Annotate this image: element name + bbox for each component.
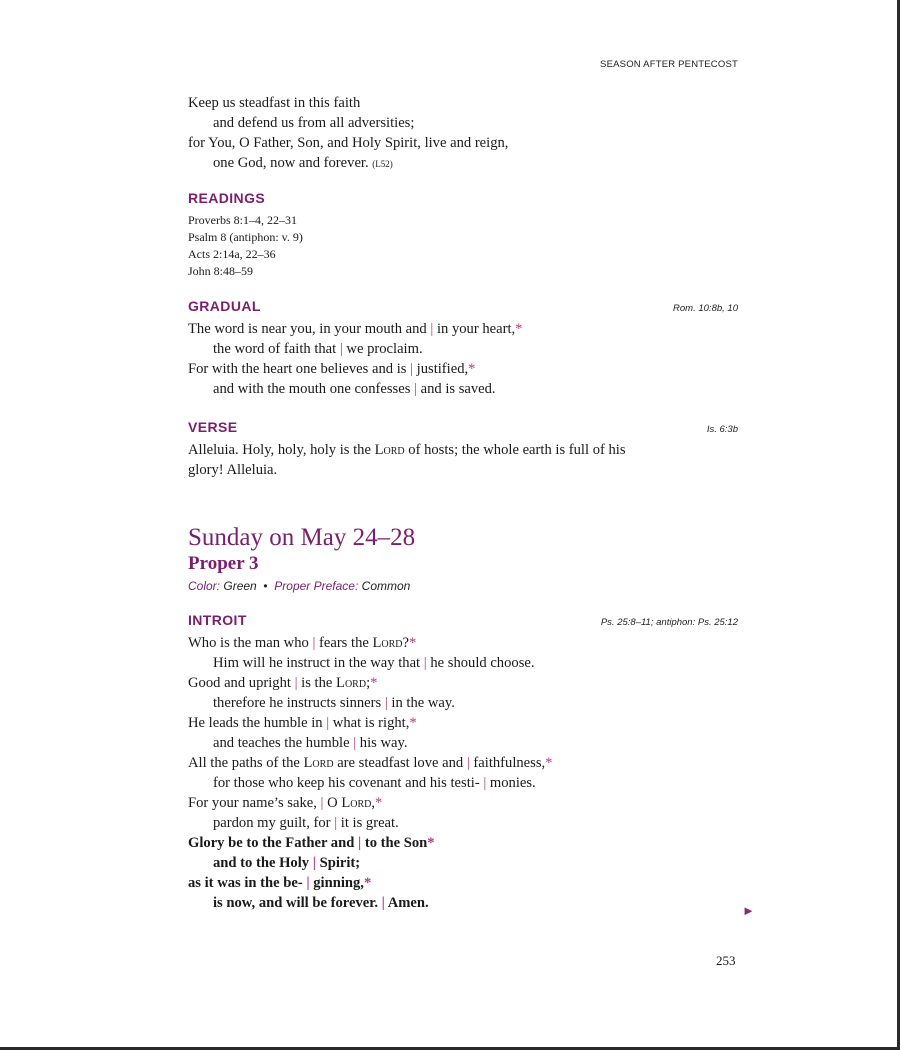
collect-line: and defend us from all adversities; [213, 115, 415, 131]
introit-line: Good and upright | is the Lord;* [188, 675, 378, 691]
continue-arrow-icon: ► [742, 903, 755, 918]
verse-heading-text: VERSE [188, 419, 238, 435]
reading-item: Acts 2:14a, 22–36 [188, 247, 276, 261]
preface-value: Common [361, 579, 411, 593]
introit-citation: Ps. 25:8–11; antiphon: Ps. 25:12 [600, 617, 738, 628]
gradual-heading-text: GRADUAL [188, 298, 261, 314]
page-number: 253 [716, 953, 736, 968]
gradual-section [188, 298, 738, 399]
verse-line: Alleluia. Holy, holy, holy is the Lord of hosts; the whole earth is full of his [188, 442, 626, 458]
verse-line: glory! Alleluia. [188, 462, 278, 478]
collect-ref: (L52) [372, 159, 393, 169]
gloria-patri-line: and to the Holy | Spirit; [213, 855, 361, 871]
gradual-line: For with the heart one believes and is | justified,* [188, 361, 476, 377]
readings-heading [188, 190, 738, 206]
collect [188, 93, 508, 174]
preface-label: Proper Preface: [274, 579, 359, 593]
collect-line: for You, O Father, Son, and Holy Spirit, live and reign, [188, 135, 509, 151]
bullet-separator: • [263, 579, 268, 593]
color-value: Green [223, 579, 257, 593]
introit-line: therefore he instructs sinners | in the way. [213, 695, 455, 711]
gradual-line: the word of faith that | we proclaim. [213, 341, 423, 357]
verse-heading [188, 419, 738, 435]
reading-item: John 8:48–59 [188, 264, 254, 278]
introit-line: Who is the man who | fears the Lord?* [188, 635, 417, 651]
introit-line: Him will he instruct in the way that | he should choose. [213, 655, 535, 671]
proper-heading-block [188, 523, 738, 593]
gradual-line: The word is near you, in your mouth and | in your heart,* [188, 321, 523, 337]
color-label: Color: [188, 579, 221, 593]
reading-item: Psalm 8 (antiphon: v. 9) [188, 230, 303, 244]
readings-heading-text: READINGS [188, 190, 266, 206]
page-title: Sunday on May 24–28 [188, 524, 416, 551]
gradual-citation: Rom. 10:8b, 10 [673, 303, 738, 314]
verse-section [188, 419, 738, 480]
introit-section [188, 612, 738, 913]
introit-line: All the paths of the Lord are steadfast love and | faithfulness,* [188, 755, 553, 771]
reading-item: Proverbs 8:1–4, 22–31 [188, 213, 297, 227]
running-head: SEASON AFTER PENTECOST [600, 59, 738, 70]
introit-line: for those who keep his covenant and his testi- | monies. [213, 775, 536, 791]
introit-line: and teaches the humble | his way. [213, 735, 408, 751]
color-preface-line [188, 579, 738, 593]
collect-line: Keep us steadfast in this faith [188, 95, 361, 111]
gradual-heading [188, 298, 738, 314]
introit-heading-text: INTROIT [188, 612, 247, 628]
gloria-patri-line: as it was in the be- | ginning,* [188, 875, 372, 891]
introit-heading [188, 612, 738, 628]
readings-section [188, 190, 738, 280]
gloria-patri-line: Glory be to the Father and | to the Son* [188, 835, 435, 851]
introit-line: For your name’s sake, | O Lord,* [188, 795, 383, 811]
verse-citation: Is. 6:3b [706, 424, 738, 435]
introit-line: pardon my guilt, for | it is great. [213, 815, 399, 831]
collect-line [188, 153, 508, 174]
gloria-patri-line: is now, and will be forever. | Amen. [213, 895, 429, 911]
gradual-line: and with the mouth one confesses | and is saved. [213, 381, 496, 397]
introit-line: He leads the humble in | what is right,* [188, 715, 417, 731]
proper-subtitle: Proper 3 [188, 553, 259, 574]
collect-text: one God, now and forever. [213, 155, 369, 171]
